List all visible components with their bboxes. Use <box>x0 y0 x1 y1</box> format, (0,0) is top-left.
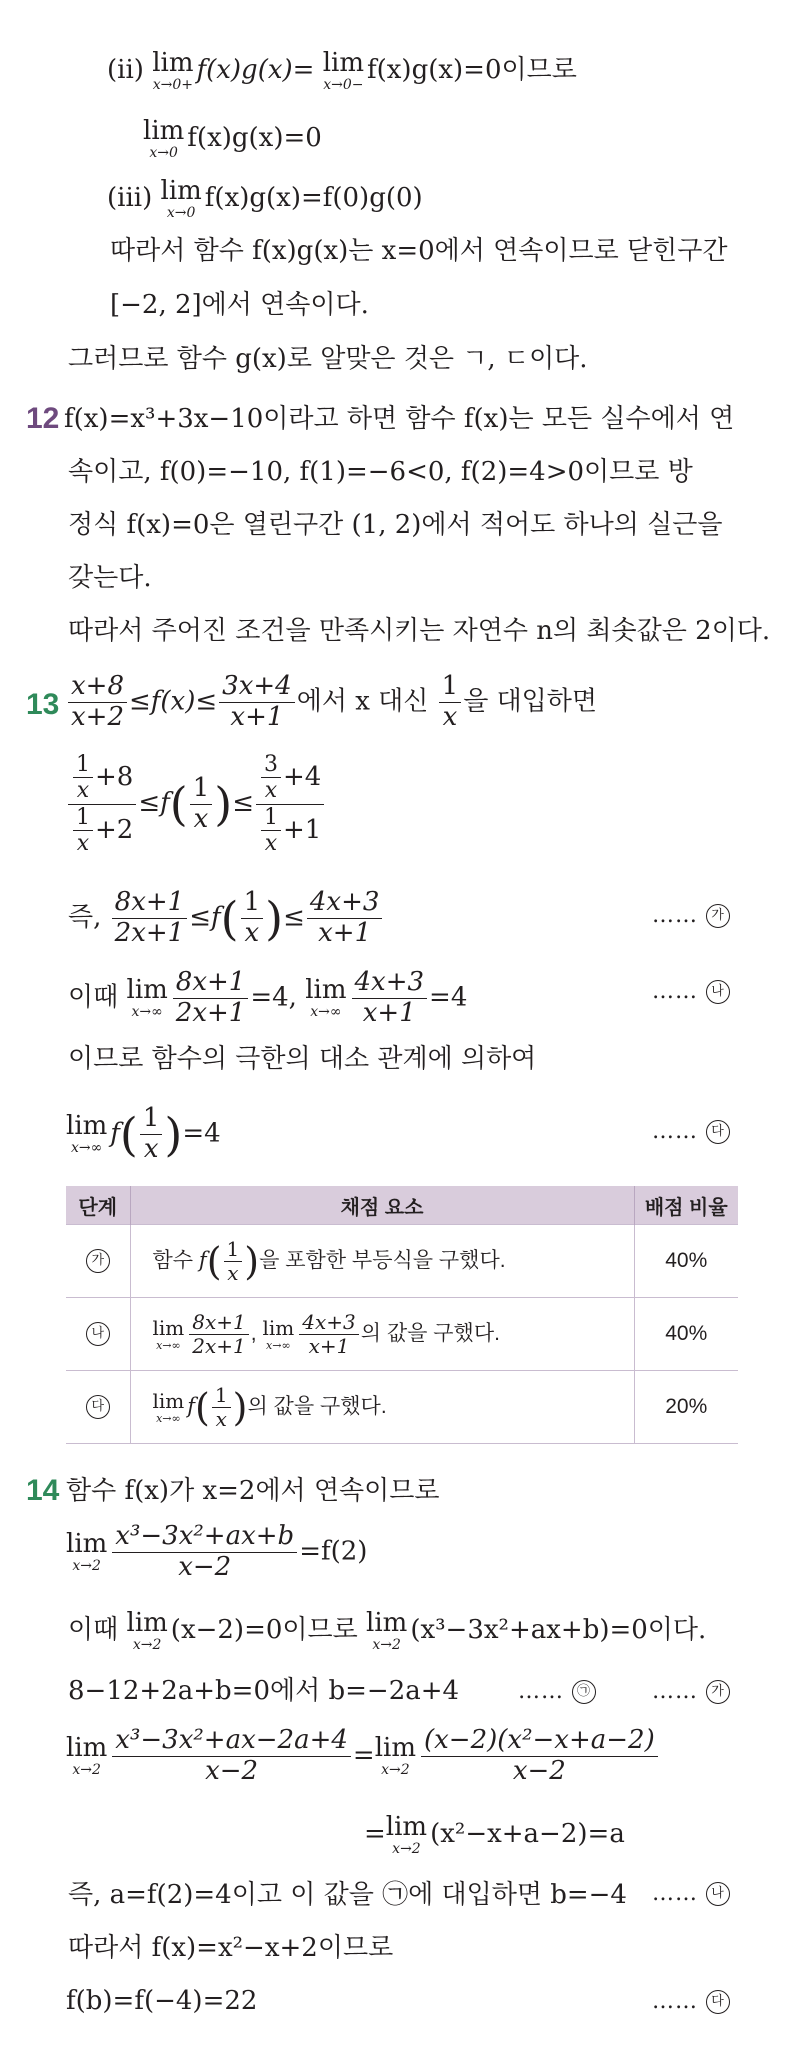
p14-line1: 함수 f(x)가 x=2에서 연속이므로 <box>66 1476 440 1506</box>
table-cell-step <box>66 1371 130 1444</box>
p14-line7: 즉, a=f(2)=4이고 이 값을 ㉠에 대입하면 b=−4 <box>68 1880 627 1910</box>
case-iii-line <box>107 178 423 220</box>
table-cell-ratio: 40% <box>634 1225 738 1298</box>
table-header-row <box>66 1186 738 1225</box>
circled-da-icon: 다 <box>86 1395 110 1419</box>
p14-line6: = lim x→2 (x²−x+a−2)=a <box>364 1812 625 1857</box>
p14-line2: lim x→2 $\frac{\text{x³−3x²+ax+b}}{x-2}$ =f(2) <box>66 1521 368 1582</box>
limit-0: lim x→0 <box>160 176 202 221</box>
step-marker-da: …… 다 <box>652 1990 730 2014</box>
p13-line2: $\frac{1}{x}$ +8 $\frac{1}{x}$ +2 ≤f( $\frac{1}{x}$ )≤ $\frac{3}{x}$ +4 $\frac{1}{x}$ +1 <box>66 752 326 856</box>
case-ii-line2 <box>143 118 322 160</box>
table-row <box>66 1225 738 1298</box>
limit-2: lim x→2 <box>126 1608 168 1653</box>
p12-line1: f(x)=x³+3x−10이라고 하면 함수 f(x)는 모든 실수에서 연 <box>64 404 735 434</box>
limit-2: lim x→2 <box>374 1733 416 1779</box>
fraction: $\frac{4x+3}{x+1}$ <box>307 888 383 949</box>
circled-ga-icon: 가 <box>706 1680 730 1704</box>
fraction: $\frac{8x+1}{2x+1}$ <box>173 968 249 1029</box>
limit-inf: lim x→∞ <box>126 975 168 1021</box>
case-ii-expr: f(x)g(x)= <box>196 55 315 85</box>
p12-line2: 속이고, f(0)=−10, f(1)=−6<0, f(2)=4>0이므로 방 <box>68 457 693 487</box>
compound-fraction: $\frac{3}{x}$ +4 $\frac{1}{x}$ +1 <box>256 752 324 856</box>
circled-ga-icon: 가 <box>706 904 730 928</box>
fraction: $\frac{1}{x}$ <box>439 672 462 733</box>
step-marker-na: …… 나 <box>652 1882 730 1906</box>
equation-marker-1: …… ㉠ <box>518 1680 596 1704</box>
limit-2: lim x→2 <box>385 1812 428 1857</box>
table-cell-desc: 함수 f( $\frac{1}{x}$ )을 포함한 부등식을 구했다. <box>130 1225 634 1298</box>
p14-line9: f(b)=f(−4)=22 <box>66 1986 258 2016</box>
case-ii-line1 <box>107 50 577 92</box>
fraction: $\frac{\text{x³−3x²+ax+b}}{x-2}$ <box>112 1522 297 1583</box>
step-marker-ga: …… 가 <box>652 904 730 928</box>
table-cell-desc: lim x→∞ f( $\frac{1}{x}$ )의 값을 구했다. <box>130 1371 634 1444</box>
conclusion-line3: 그러므로 함수 g(x)로 알맞은 것은 ㄱ, ㄷ이다. <box>68 344 588 374</box>
limit-0: lim x→0 <box>143 116 185 161</box>
scoring-table <box>66 1186 738 1444</box>
case-ii-result: f(x)g(x)=0 <box>187 123 322 153</box>
p14-line8: 따라서 f(x)=x²−x+2이므로 <box>68 1933 394 1963</box>
limit-inf: lim x→∞ <box>305 975 347 1021</box>
p14-line3: 이때 lim x→2 (x−2)=0이므로 lim x→2 (x³−3x²+ax+b)=0이다. <box>68 1608 707 1653</box>
limit-2: lim x→2 <box>66 1733 108 1779</box>
fraction: $\frac{8x+1}{2x+1}$ <box>112 888 188 949</box>
fraction: $\frac{4x+3}{x+1}$ <box>352 968 428 1029</box>
table-header: 채점 요소 <box>130 1186 634 1225</box>
problem-number-12: 12 <box>26 402 60 435</box>
p12-line3: 정식 f(x)=0은 열린구간 (1, 2)에서 적어도 하나의 실근을 <box>68 510 723 540</box>
case-iii-label: (iii) <box>107 183 153 213</box>
table-cell-desc: lim x→∞ $\frac{8x+1}{2x+1}$ , lim x→∞ $\frac{4x+3}{x+1}$ 의 값을 구했다. <box>130 1298 634 1371</box>
conclusion-line2: [−2, 2]에서 연속이다. <box>110 290 369 320</box>
circled-na-icon: 나 <box>706 980 730 1004</box>
p13-line4: 이때 lim x→∞ $\frac{8x+1}{2x+1}$ =4, lim x→∞ $\frac{4x+3}{x+1}$ =4 <box>68 967 468 1028</box>
p12-line4: 갖는다. <box>68 563 152 593</box>
p14-line5: lim x→2 $\frac{\text{x³−3x²+ax−2a+4}}{x-2}$ = lim x→2 $\frac{\text{(x−2)(x²−x+a−2)}}{x-2}$ <box>66 1726 660 1787</box>
case-iii-expr: f(x)g(x)=f(0)g(0) <box>204 183 423 213</box>
p13-line3: 즉, $\frac{8x+1}{2x+1}$ ≤f( $\frac{1}{x}$ )≤ $\frac{4x+3}{x+1}$ <box>68 888 384 949</box>
fraction: $\frac{1}{x}$ <box>241 888 264 949</box>
table-cell-ratio: 20% <box>634 1371 738 1444</box>
fraction: $\frac{3x+4}{x+1}$ <box>219 672 295 733</box>
compound-fraction: $\frac{1}{x}$ +8 $\frac{1}{x}$ +2 <box>68 752 136 856</box>
case-ii-label: (ii) <box>107 55 144 85</box>
step-marker-na: …… 나 <box>652 980 730 1004</box>
table-cell-step <box>66 1225 130 1298</box>
p13-line5: 이므로 함수의 극한의 대소 관계에 의하여 <box>68 1044 537 1074</box>
fraction: $\frac{x+8}{x+2}$ <box>68 672 127 733</box>
limit-2: lim x→2 <box>366 1608 408 1653</box>
step-marker-da: …… 다 <box>652 1120 730 1144</box>
case-ii-expr2: f(x)g(x)=0이므로 <box>367 55 577 85</box>
table-cell-ratio: 40% <box>634 1298 738 1371</box>
fraction: $\frac{\text{(x−2)(x²−x+a−2)}}{x-2}$ <box>421 1726 658 1787</box>
step-marker-ga: …… 가 <box>652 1680 730 1704</box>
p12-line5: 따라서 주어진 조건을 만족시키는 자연수 n의 최솟값은 2이다. <box>68 616 771 646</box>
table-header: 단계 <box>66 1186 130 1225</box>
circled-da-icon: 다 <box>706 1120 730 1144</box>
fraction: $\frac{\text{x³−3x²+ax−2a+4}}{x-2}$ <box>112 1726 351 1787</box>
table-row <box>66 1298 738 1371</box>
p13-line1: $\frac{x+8}{x+2}$ ≤f(x)≤ $\frac{3x+4}{x+1}$ 에서 x 대신 $\frac{1}{x}$ 을 대입하면 <box>66 672 597 733</box>
problem-number-14: 14 <box>26 1474 60 1507</box>
table-row <box>66 1371 738 1444</box>
table-cell-step <box>66 1298 130 1371</box>
fraction: $\frac{1}{x}$ <box>190 774 213 835</box>
limit-0minus: lim x→0− <box>322 48 364 93</box>
problem-number-13: 13 <box>26 688 60 721</box>
circled-da-icon: 다 <box>706 1990 730 2014</box>
circled-na-icon: 나 <box>86 1322 110 1346</box>
circled-ga-icon: 가 <box>86 1249 110 1273</box>
table-header: 배점 비율 <box>634 1186 738 1225</box>
p13-line6: lim x→∞ f( $\frac{1}{x}$ )=4 <box>66 1103 221 1164</box>
fraction: $\frac{1}{x}$ <box>140 1104 163 1165</box>
p14-line4: 8−12+2a+b=0에서 b=−2a+4 <box>68 1676 460 1706</box>
circled-one-icon: ㉠ <box>572 1680 596 1704</box>
limit-0plus: lim x→0+ <box>152 48 194 93</box>
conclusion-line1: 따라서 함수 f(x)g(x)는 x=0에서 연속이므로 닫힌구간 <box>110 236 728 266</box>
circled-na-icon: 나 <box>706 1882 730 1906</box>
limit-inf: lim x→∞ <box>66 1111 108 1157</box>
limit-2: lim x→2 <box>66 1529 108 1575</box>
